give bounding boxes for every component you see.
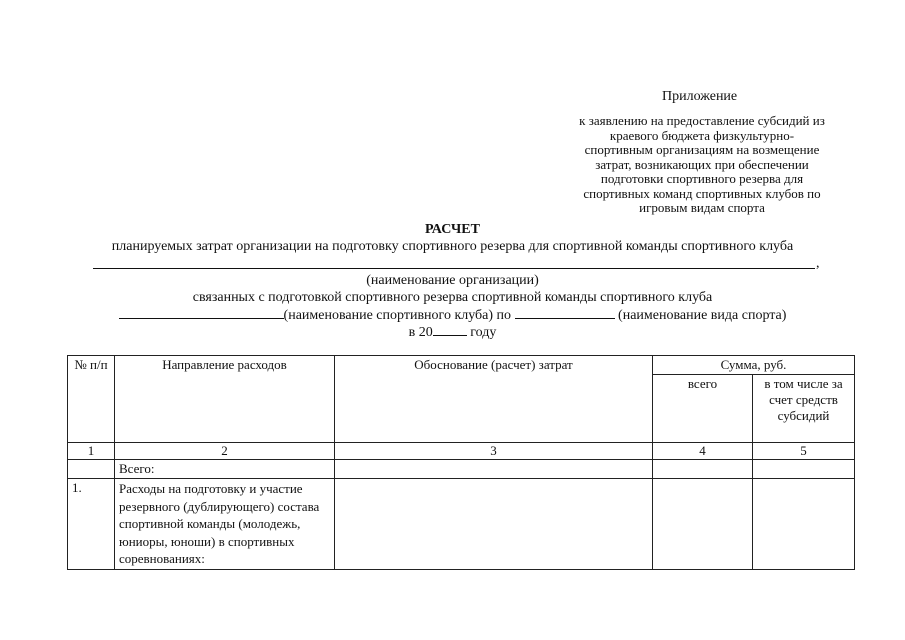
appendix-line: спортивным организациям на возмещение bbox=[584, 142, 820, 157]
header-subsidy: в том числе за счет средств субсидий bbox=[753, 375, 855, 443]
organization-caption: (наименование организации) bbox=[366, 273, 539, 288]
table-row bbox=[68, 479, 855, 570]
row-justification bbox=[335, 479, 653, 570]
related-line: связанных с подготовкой спортивного резерва спортивной команды спортивного клуба bbox=[192, 290, 713, 305]
appendix-line: подготовки спортивного резерва для bbox=[600, 171, 804, 186]
header-total: всего bbox=[653, 375, 753, 443]
row-num: 1. bbox=[68, 479, 115, 570]
organization-name-blank bbox=[93, 257, 815, 269]
column-number: 2 bbox=[115, 443, 335, 460]
appendix-description bbox=[552, 114, 852, 216]
club-sport-line bbox=[0, 306, 905, 324]
club-name-blank bbox=[119, 306, 284, 319]
column-number-row bbox=[68, 443, 855, 460]
appendix-line: краевого бюджета физкультурно- bbox=[609, 127, 795, 143]
column-number: 1 bbox=[68, 443, 115, 460]
table-header-row bbox=[68, 356, 855, 375]
document-title: РАСЧЕТ bbox=[425, 222, 480, 237]
column-number: 5 bbox=[753, 443, 855, 460]
header-direction: Направление расходов bbox=[115, 356, 335, 443]
purpose-line: планируемых затрат организации на подготовку спортивного резерва для спортивной команды спортивного клуба bbox=[111, 239, 794, 254]
row-total bbox=[653, 479, 753, 570]
column-number: 4 bbox=[653, 443, 753, 460]
appendix-line: к заявлению на предоставление субсидий из bbox=[579, 113, 825, 128]
row-num bbox=[68, 460, 115, 479]
header-justification: Обоснование (расчет) затрат bbox=[335, 356, 653, 443]
column-number: 3 bbox=[335, 443, 653, 460]
year-prefix: в 20 bbox=[408, 325, 433, 340]
appendix-title: Приложение bbox=[662, 89, 738, 104]
row-direction: Расходы на подготовку и участие резервного (дублирующего) состава спортивной команды (молодежь, юниоры, юноши) в спортивных соревнованиях: bbox=[115, 479, 335, 570]
header-num: № п/п bbox=[68, 356, 115, 443]
row-direction: Всего: bbox=[115, 460, 335, 479]
calculation-table bbox=[67, 355, 855, 570]
table-row bbox=[68, 460, 855, 479]
year-blank bbox=[433, 323, 467, 336]
appendix-line: затрат, возникающих при обеспечении bbox=[595, 156, 809, 172]
comma: , bbox=[816, 256, 820, 271]
club-caption: (наименование спортивного клуба) по bbox=[283, 308, 512, 323]
row-subsidy bbox=[753, 479, 855, 570]
year-suffix: году bbox=[470, 325, 497, 340]
row-total bbox=[653, 460, 753, 479]
header-sum: Сумма, руб. bbox=[653, 356, 855, 375]
row-subsidy bbox=[753, 460, 855, 479]
sport-caption: (наименование вида спорта) bbox=[618, 308, 787, 323]
appendix-line: спортивных команд спортивных клубов по bbox=[583, 185, 821, 201]
row-justification bbox=[335, 460, 653, 479]
year-line bbox=[0, 323, 905, 341]
appendix-line: игровым видам спорта bbox=[639, 200, 765, 215]
sport-name-blank bbox=[515, 306, 615, 319]
